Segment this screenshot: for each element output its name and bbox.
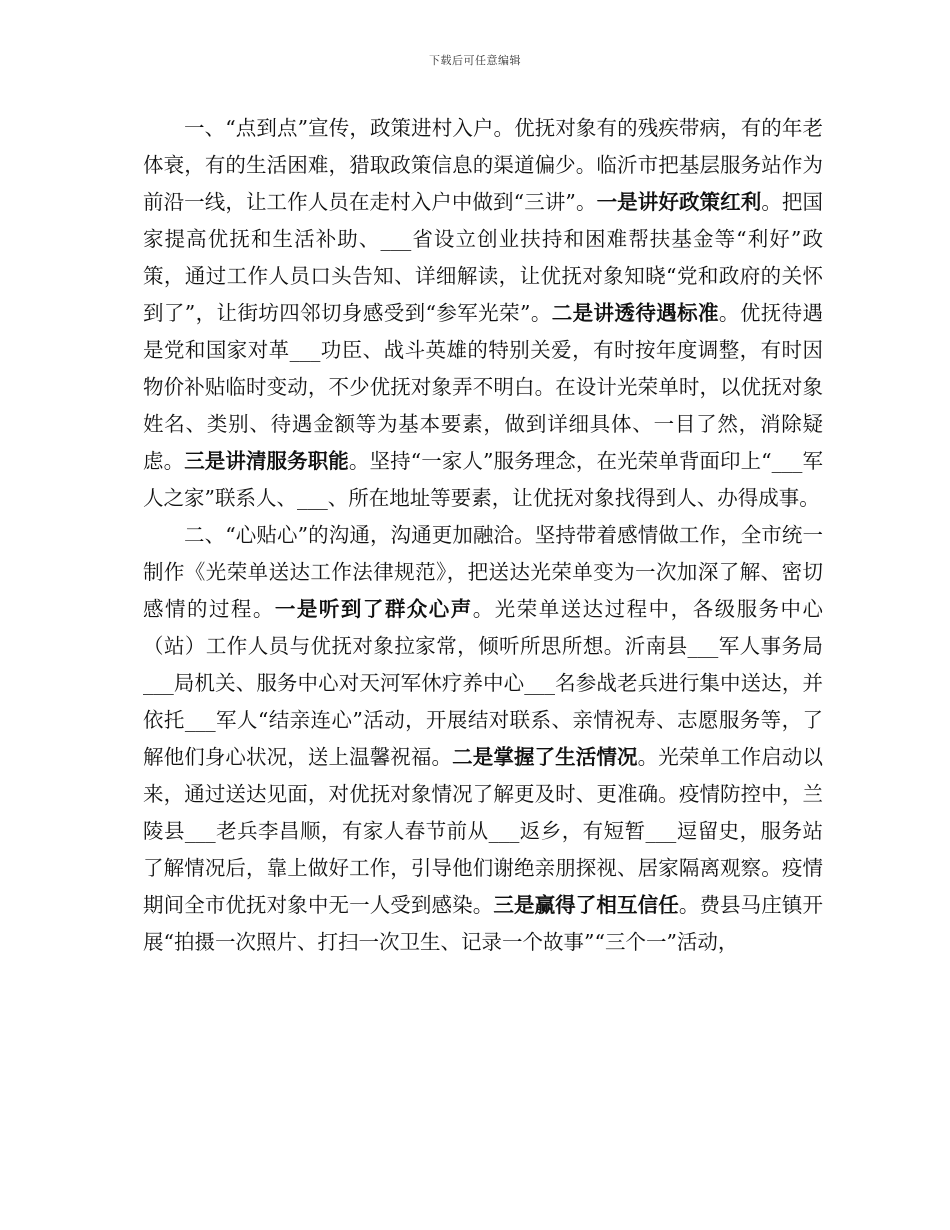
document-body (143, 110, 823, 961)
text-segment: 二、“心贴心”的沟通，沟通更加融洽。坚持带着感情做工作，全市统一制作《光荣单送达工作法律规范》，把送达光荣单变为一次加深了解、密切感情的过程。 (143, 523, 823, 621)
paragraph-1 (143, 110, 823, 517)
bold-heading: 一是讲好政策红利 (596, 190, 762, 214)
text-segment: 。光荣单送达过程中，各级服务中心（站）工作人员与优抚对象拉家常，倾听所思所想。沂南县___军人事务局___局机关、服务中心对天河军休疗养中心___名参战老兵进行集中送达，并依托___军人“结亲连心”活动，开展结对联系、亲情祝寿、志愿服务等，了解他们身心状况，送上温馨祝福。 (143, 597, 824, 769)
bold-heading: 一是听到了群众心声 (274, 597, 473, 621)
text-segment: 。坚持“一家人”服务理念，在光荣单背面印上“___军人之家”联系人、___、所在地址等要素，让优抚对象找得到人、办得成事。 (143, 449, 824, 510)
bold-heading: 二是掌握了生活情况 (452, 745, 638, 769)
bold-heading: 三是讲清服务职能 (184, 449, 349, 473)
paragraph-2 (143, 517, 823, 961)
page-header: 下载后可任意编辑 (429, 54, 521, 67)
text-segment: 。费县马庄镇开展“拍摄一次照片、打扫一次卫生、记录一个故事”“三个一”活动， (143, 893, 823, 954)
text-segment: 。光荣单工作启动以来，通过送达见面，对优抚对象情况了解更及时、更准确。疫情防控中，兰陵县___老兵李昌顺，有家人春节前从___返乡，有短暂___逗留史，服务站了解情况后，靠上做好工作，引导他们谢绝亲朋探视、居家隔离观察。疫情期间全市优抚对象中无一人受到感染。 (143, 745, 823, 917)
bold-heading: 三是赢得了相互信任 (493, 893, 679, 917)
text-segment: 一、“点到点”宣传，政策进村入户。优抚对象有的残疾带病，有的年老体衰，有的生活困难，猎取政策信息的渠道偏少。临沂市把基层服务站作为前沿一线，让工作人员在走村入户中做到“三讲”。 (143, 116, 823, 214)
text-segment: 。优抚待遇是党和国家对革___功臣、战斗英雄的特别关爱，有时按年度调整，有时因物价补贴临时变动，不少优抚对象弄不明白。在设计光荣单时，以优抚对象姓名、类别、待遇金额等为基本要素，做到详细具体、一目了然，消除疑虑。 (143, 301, 824, 473)
text-segment: 。把国家提高优抚和生活补助、___省设立创业扶持和困难帮扶基金等“利好”政策，通过工作人员口头告知、详细解读，让优抚对象知晓“党和政府的关怀到了”，让街坊四邻切身感受到“参军光荣”。 (143, 190, 823, 325)
bold-heading: 二是讲透待遇标准 (551, 301, 719, 325)
